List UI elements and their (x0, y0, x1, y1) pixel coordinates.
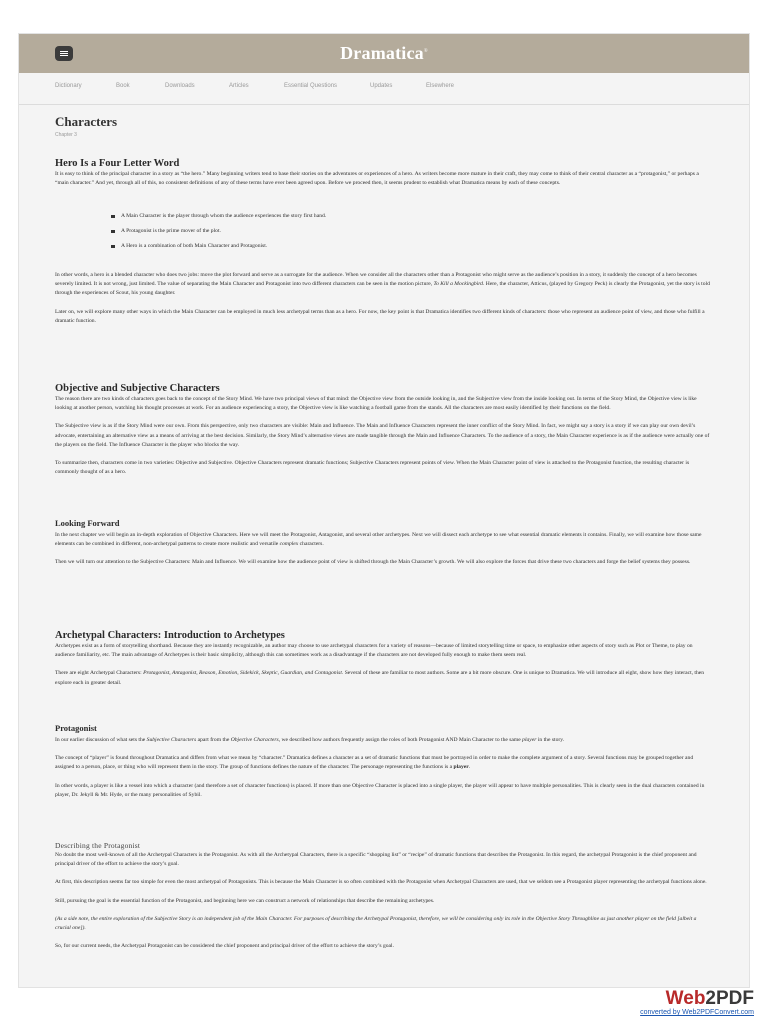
section-looking-forward (55, 518, 713, 568)
paragraph: No doubt the most well-known of all the Archetypal Characters is the Protagonist. As with all the Archetypal Characters, there is a specific “shopping list” or “recipe” of dramatic functions that describes the Protagonist. In this regard, the archetypal Protagonist is the chief proponent and principal driver of the effort to achieve the story’s goal. (55, 852, 697, 868)
site-name: Dramatica (340, 43, 424, 63)
paragraph: The reason there are two kinds of characters goes back to the concept of the Story Mind. We have two principal views of that mind: the Objective view from the outside looking in, and the Subjective view from the inside looking out. In terms of the Story Mind, the Objective view is like looking at another person, watching his thought processes at work. For an audience experiencing a story, the Objective view is like watching a football game from the stands. All the characters are most easily identified by their functions on the field. (55, 396, 697, 412)
definition-list (111, 212, 691, 251)
trademark: ® (423, 49, 428, 54)
paragraph: It is easy to think of the principal character in a story as “the hero.” Many beginning writers tend to base their stories on the adventures or experiences of a hero. As writers become more mature in their craft, they may come to think of their central character as a “protagonist,” or perhaps a “main character.” And yet, through all of this, no consistent definitions of any of these terms have ever been agreed upon. Before we proceed then, it seems prudent to establish what Dramatica means by each of these concepts. (55, 171, 699, 187)
web2pdf-link[interactable]: converted by Web2PDFConvert.com (640, 1009, 754, 1016)
paragraph: To summarize then, characters come in two varieties: Objective and Subjective. Objective Characters represent dramatic functions; Subjective Characters represent points of view. When the Main Character point of view is attached to the Protagonist function, the resulting character is commonly thought of as a hero. (55, 460, 690, 476)
paragraph: There are eight Archetypal Characters: Protagonist, Antagonist, Reason, Emotion, Sidekick, Skeptic, Guardian, and Contagonist. Several of these are familiar to most authors. Some are a bit more obscure. One is unique to Dramatica. We will introduce all eight, show how they interact, then explore each in greater detail. (55, 670, 705, 686)
site-header (19, 34, 749, 73)
section-hero-cont (55, 271, 713, 326)
paragraph: In the next chapter we will begin an in-depth exploration of Objective Characters. Here we will meet the Protagonist, Antagonist, and several other archetypes. Next we will dissect each archetype to see what essential dramatic elements it contains. Finally, we will examine how those same elements can be combined in different, non-archetypal patterns to create more realistic and versatile complex characters. (55, 532, 702, 548)
nav-book[interactable]: Book (116, 83, 130, 89)
paragraph: The concept of “player” is found throughout Dramatica and differs from what we mean by “character.” Dramatica defines a character as a set of dramatic functions that must be portrayed in order to make the complete argument of a story. Several functions may be grouped together and assigned to a person, place, or thing who will represent them in the story. The group of functions defines the nature of the character. The personage representing the functions is a player. (55, 755, 694, 771)
section-heading: Hero Is a Four Letter Word (55, 158, 180, 169)
subsection-heading: Protagonist (55, 723, 97, 733)
subsection-heading: Describing the Protagonist (55, 841, 141, 850)
list-item: A Protagonist is the prime mover of the plot. (111, 227, 691, 236)
paragraph: In other words, a hero is a blended character who does two jobs: move the plot forward and serve as a surrogate for the audience. When we consider all the characters other than a Protagonist who might serve as the audience’s position in a story, it suddenly the concept of a hero becomes severely limited. It is not wrong, just limited. The value of separating the Main Character and Protagonist into two different characters can be seen in the motion picture, To Kill a Mockingbird. Here, the character, Atticus, (played by Gregory Peck) is clearly the Protagonist, yet the story is told through the experiences of Scout, his young daughter. (55, 272, 710, 297)
paragraph: The Subjective view is as if the Story Mind were our own. From this perspective, only two characters are visible: Main and Influence. The Main and Influence Characters represent the inner conflict of the Story Mind. In fact, we might say a story is a story if we can play our own devil’s advocate, entertaining an alternative view as a means of arriving at the best decision. Similarly, the Story Mind’s alternative views are made tangible through the Main and Influence Characters. To the audience of a story, the Main Character experience is as if the audience were actually one of the players on the field. The Influence Character is the player who blocks the way. (55, 423, 710, 448)
paragraph: Later on, we will explore many other ways in which the Main Character can be employed in much less archetypal terms than as a hero. For now, the key point is that Dramatica identifies two different kinds of characters: those who represent an audience point of view, and those who fulfill a dramatic function. (55, 308, 705, 324)
nav-articles[interactable]: Articles (229, 83, 249, 89)
paragraph: Then we will turn our attention to the Subjective Characters: Main and Influence. We will examine how the audience point of view is shifted through the Main Character’s growth. We will also explore the forces that drive these two characters and forge the belief systems they possess. (55, 559, 691, 566)
paragraph: At first, this description seems far too simple for even the most archetypal of Protagonists. This is because the Main Character is so often combined with the Protagonist when Archetypal Characters are used, that we seldom see a Protagonist player representing the archetypal functions alone. (55, 879, 707, 886)
list-item: A Main Character is the player through whom the audience experiences the story first hand. (111, 212, 691, 221)
paragraph: Archetypes exist as a form of storytelling shorthand. Because they are instantly recognizable, an author may choose to use archetypal characters for a variety of reasons—because of limited storytelling time or space, to emphasize other aspects of story such as Plot or Theme, to play on audience familiarity, etc. The main advantage of Archetypes is their basic simplicity, although this can sometimes work as a disadvantage if the characters are not developed fully enough to make them seem real. (55, 643, 693, 659)
section-describing-protagonist (55, 841, 713, 951)
chapter-label: Chapter 3 (55, 132, 77, 138)
section-archetypes (55, 629, 713, 688)
nav-dictionary[interactable]: Dictionary (55, 83, 82, 89)
section-heading: Archetypal Characters: Introduction to Archetypes (55, 630, 285, 641)
section-hero (55, 157, 713, 188)
page-title: Characters (55, 114, 118, 129)
subsection-heading: Looking Forward (55, 518, 120, 528)
paragraph: So, for our current needs, the Archetypal Protagonist can be considered the chief proponent and principal driver of the effort to achieve the story’s goal. (55, 943, 394, 950)
nav-bar (19, 73, 749, 105)
paragraph: In other words, a player is like a vessel into which a character (and therefore a set of character functions) is placed. If more than one Objective Character is placed into a single player, the player will appear to have multiple personalities. This is clearly seen in the dual characters contained in player, Dr. Jekyll & Mr. Hyde, or the many personalities of Sybil. (55, 782, 705, 798)
section-protagonist (55, 723, 713, 800)
list-item: A Hero is a combination of both Main Character and Protagonist. (111, 242, 691, 251)
site-logo[interactable] (19, 43, 749, 64)
document-frame (18, 33, 750, 988)
nav-updates[interactable]: Updates (370, 83, 393, 89)
web2pdf-logo[interactable]: Web2PDF (665, 988, 754, 1009)
nav-elsewhere[interactable]: Elsewhere (426, 83, 455, 89)
web2pdf-badge (640, 989, 754, 1016)
paragraph: (As a side note, the entire exploration of the Subjective Story is an independent job of the Main Character. For purposes of describing the Archetypal Protagonist, therefore, we will be considering only its role in the Objective Story Throughline as just another player on the field [albeit a crucial one]). (55, 915, 697, 932)
paragraph: In our earlier discussion of what sets the Subjective Characters apart from the Objective Characters, we described how authors frequently assign the roles of both Protagonist AND Main Character to the same player in the story. (55, 737, 565, 743)
film-title: To Kill a Mockingbird (433, 281, 483, 288)
paragraph: Still, pursuing the goal is the essential function of the Protagonist, and beginning here we can construct a network of relationships that describe the remaining archetypes. (55, 897, 435, 904)
nav-downloads[interactable]: Downloads (165, 83, 195, 89)
section-heading: Objective and Subjective Characters (55, 383, 220, 394)
page-header (55, 114, 713, 138)
nav-essential-questions[interactable]: Essential Questions (284, 83, 338, 89)
section-objective-subjective (55, 382, 713, 477)
